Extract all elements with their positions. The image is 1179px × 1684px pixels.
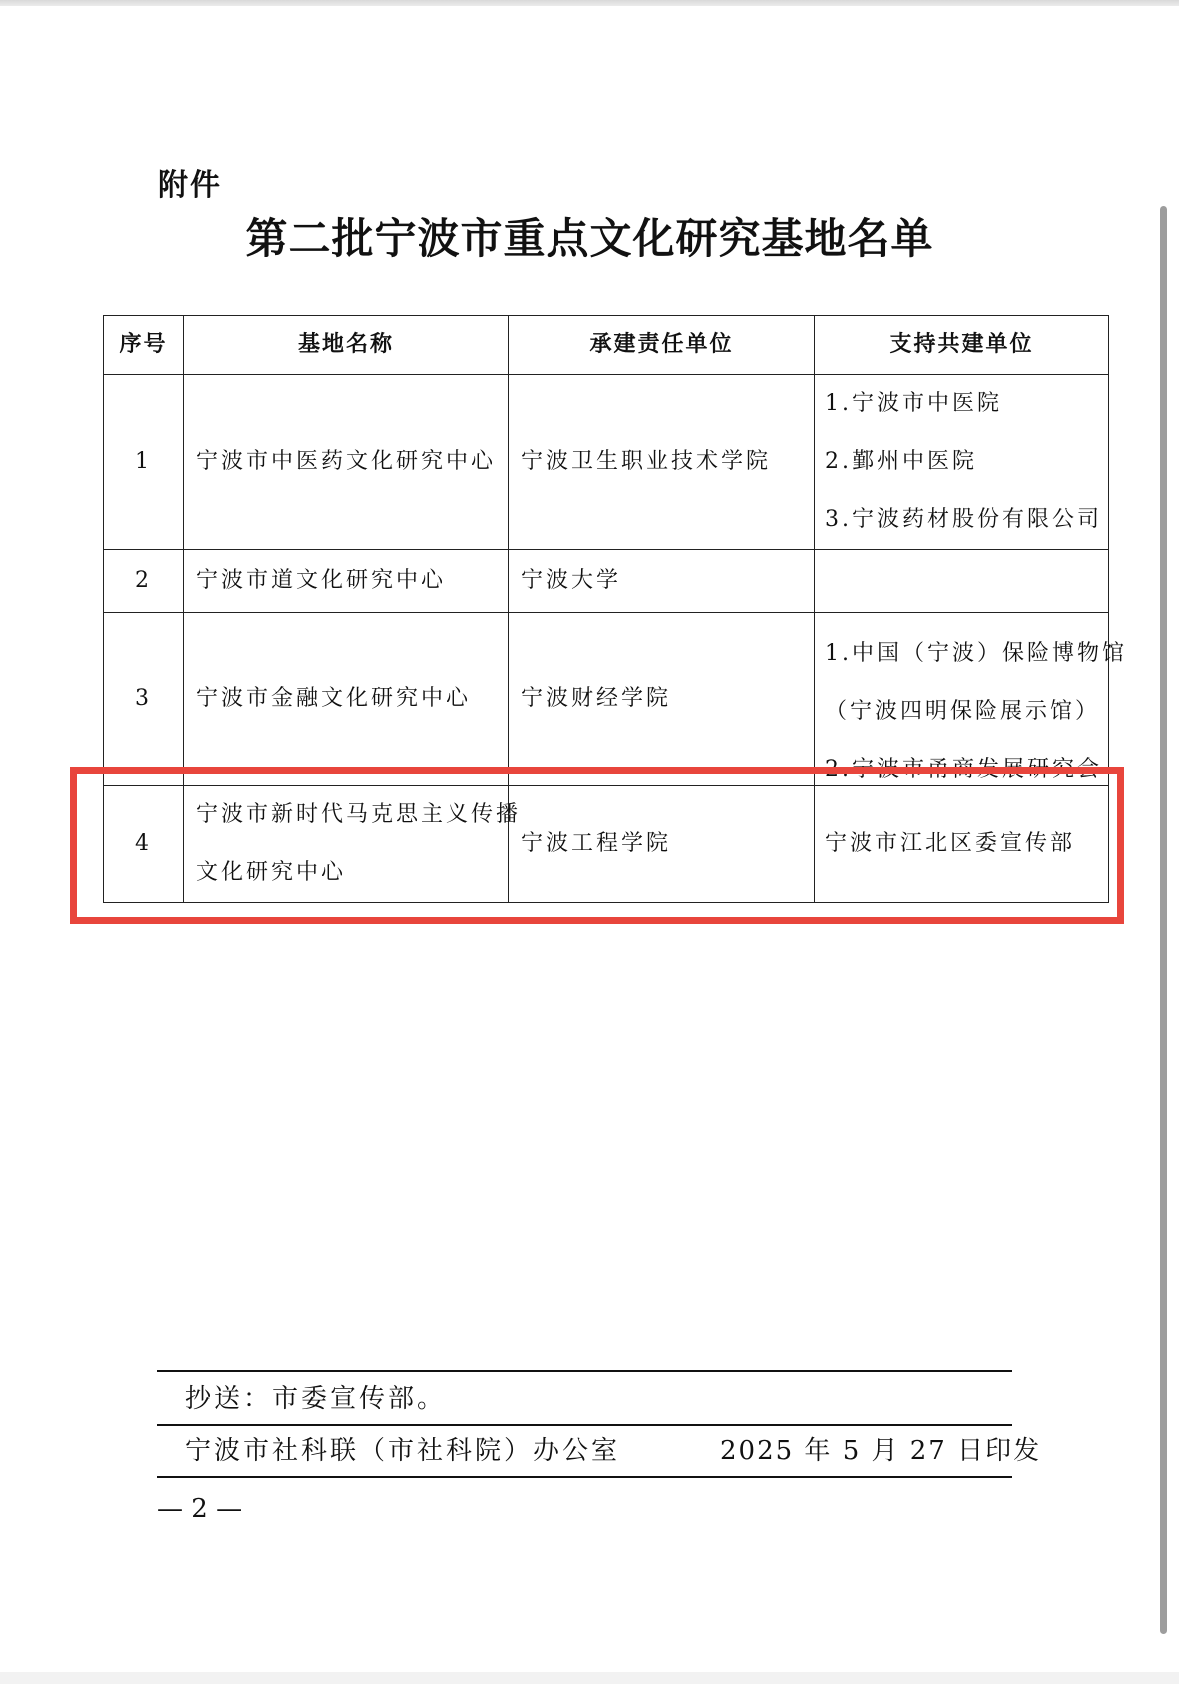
footer-bottom-rule [157, 1476, 1012, 1478]
support-unit: 1.宁波市中医院 [825, 391, 1002, 416]
page-number: — 2 — [157, 1494, 243, 1524]
base-name-cell [184, 613, 509, 786]
base-name: 宁波市中医药文化研究中心 [196, 449, 497, 474]
header-responsible-unit: 承建责任单位 [509, 316, 815, 375]
row-number: 4 [104, 786, 184, 903]
base-name-cell [184, 550, 509, 613]
support-units-cell [815, 786, 1109, 903]
support-unit: （宁波四明保险展示馆） [825, 699, 1101, 724]
table-row [104, 550, 1109, 613]
base-name: 宁波市新时代马克思主义传播 [196, 802, 522, 827]
row-number: 3 [104, 613, 184, 786]
support-unit: 3.宁波药材股份有限公司 [825, 507, 1102, 532]
table-row [104, 613, 1109, 786]
base-name: 宁波市道文化研究中心 [196, 568, 447, 593]
document-title: 第二批宁波市重点文化研究基地名单 [245, 214, 934, 263]
responsible-unit: 宁波大学 [509, 550, 815, 613]
base-name-continued: 文化研究中心 [196, 860, 347, 885]
table-row-highlighted [104, 786, 1109, 903]
footer-top-rule [157, 1370, 1012, 1372]
support-units-clip [825, 625, 1127, 782]
issue-date: 2025 年 5 月 27 日印发 [720, 1436, 1042, 1466]
table-row [104, 375, 1109, 550]
support-unit: 2.宁波市甬商发展研究会 [825, 757, 1102, 782]
base-name-cell [184, 375, 509, 550]
table-header-row [104, 316, 1109, 375]
responsible-unit: 宁波财经学院 [509, 613, 815, 786]
footer-middle-rule [157, 1424, 1012, 1426]
support-unit: 1.中国（宁波）保险博物馆 [825, 641, 1127, 666]
base-name: 宁波市金融文化研究中心 [196, 686, 472, 711]
responsible-unit: 宁波工程学院 [509, 786, 815, 903]
header-base-name: 基地名称 [184, 316, 509, 375]
responsible-unit: 宁波卫生职业技术学院 [509, 375, 815, 550]
scrollbar[interactable] [1160, 206, 1167, 1634]
row-number: 1 [104, 375, 184, 550]
header-support-unit: 支持共建单位 [815, 316, 1109, 375]
support-units-cell [815, 375, 1109, 550]
attachment-label: 附件 [158, 168, 222, 203]
support-units-cell [815, 613, 1127, 786]
support-units-cell [815, 550, 1109, 613]
issuing-office: 宁波市社科联（市社科院）办公室 [185, 1436, 621, 1466]
header-serial-number: 序号 [104, 316, 184, 375]
row-number: 2 [104, 550, 184, 613]
support-unit: 2.鄞州中医院 [825, 449, 977, 474]
cc-line: 抄送：市委宣传部。 [185, 1384, 447, 1414]
base-name-cell [184, 786, 522, 903]
research-base-table [103, 315, 1127, 903]
support-unit: 宁波市江北区委宣传部 [825, 831, 1076, 856]
